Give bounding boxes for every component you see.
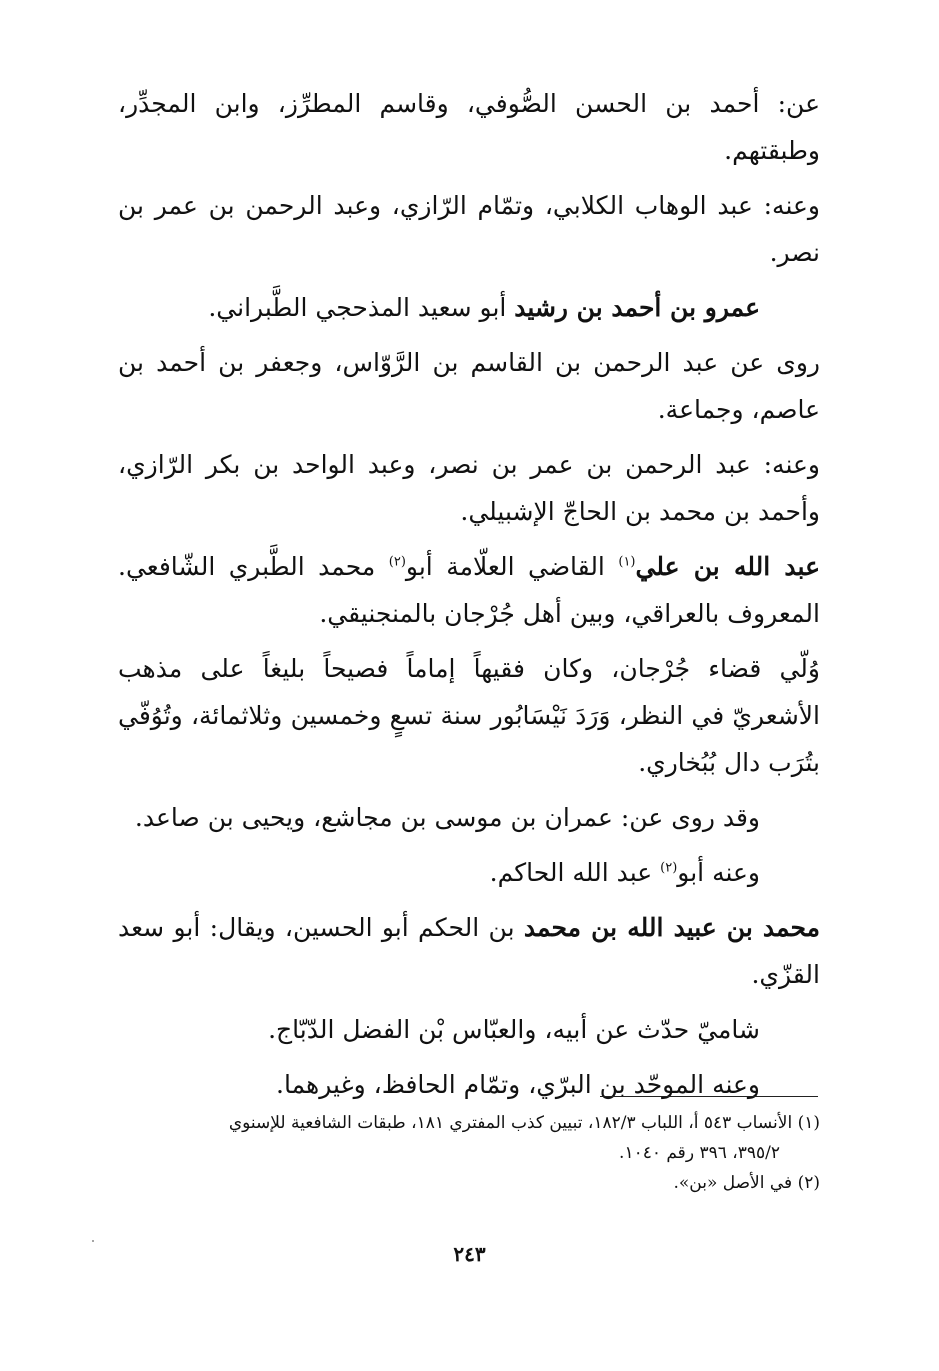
paragraph: شاميّ حدّث عن أبيه، والعبّاس بْن الفضل الدّبّاج.: [268, 1015, 760, 1044]
entry-text: أبو سعيد المذحجي الطَّبراني.: [208, 293, 515, 322]
footnote-2: (٢) في الأصل «بن».: [673, 1173, 820, 1193]
footnote-divider: [600, 1096, 818, 1097]
paragraph: وعنه: عبد الرحمن بن عمر بن نصر، وعبد الواحد بن بكر الرّازي، وأحمد بن محمد بن الحاجّ الإشبيلي.: [118, 450, 820, 526]
paragraph: وُلّي قضاء جُرْجان، وكان فقيهاً إماماً فصيحاً بليغاً على مذهب الأشعريّ في النظر، وَرَدَ نَيْسَابُور سنة تسعٍ وخمسين وثلاثمائة، وتُوُفّي بتُرَب دال بُبُخاري.: [118, 654, 820, 777]
paragraph: [118, 849, 820, 896]
entry-name: محمد بن عبيد الله بن محمد: [523, 913, 821, 942]
paragraph: روى عن عبد الرحمن بن القاسم بن الرَّوّاس، وجعفر بن أحمد بن عاصم، وجماعة.: [118, 348, 820, 424]
footnote-1-continued: ٣٩٥/٢، ٣٩٦ رقم ١٠٤٠.: [619, 1143, 780, 1163]
footnotes: [118, 1108, 820, 1198]
entry-name: عبد الله بن علي: [635, 552, 821, 581]
page-number: ٢٤٣: [453, 1242, 486, 1266]
paragraph: عن: أحمد بن الحسن الصُّوفي، وقاسم المطرِّز، وابن المجدِّر، وطبقتهم.: [118, 89, 820, 165]
paragraph: وعنه الموحّد بن البرّي، وتمّام الحافظ، وغيرهما.: [276, 1070, 760, 1099]
footnote-1: (١) الأنساب ٥٤٣ أ، اللباب ١٨٢/٣، تبيين كذب المفتري ١٨١، طبقات الشافعية للإسنوي: [228, 1113, 820, 1133]
entry-text: محمد الطَّبري الشّافعي. المعروف بالعراقي، وبين أهل جُرْجان بالمنجنيقي.: [118, 552, 820, 628]
paragraph: وقد روى عن: عمران بن موسى بن مجاشع، ويحيى بن صاعد.: [134, 803, 760, 832]
paragraph-text: عبد الله الحاكم.: [489, 858, 661, 887]
footnote-ref: (٢): [388, 554, 406, 570]
page-body: [118, 80, 820, 1116]
entry-text: بن الحكم أبو الحسين، ويقال: أبو سعد القزّي.: [118, 913, 820, 989]
paragraph: وعنه: عبد الوهاب الكلابي، وتمّام الرّازي، وعبد الرحمن بن عمر بن نصر.: [118, 191, 820, 267]
biography-entry-heading: [118, 904, 820, 998]
entry-name: عمرو بن أحمد بن رشيد: [514, 293, 760, 322]
entry-text: القاضي العلّامة أبو: [405, 552, 619, 581]
footnote-ref: (١): [618, 554, 636, 570]
paragraph-text: وعنه أبو: [677, 858, 760, 887]
biography-entry-heading: [118, 543, 820, 637]
footnote-ref: (٢): [660, 860, 678, 876]
biography-entry-heading: [118, 284, 820, 331]
